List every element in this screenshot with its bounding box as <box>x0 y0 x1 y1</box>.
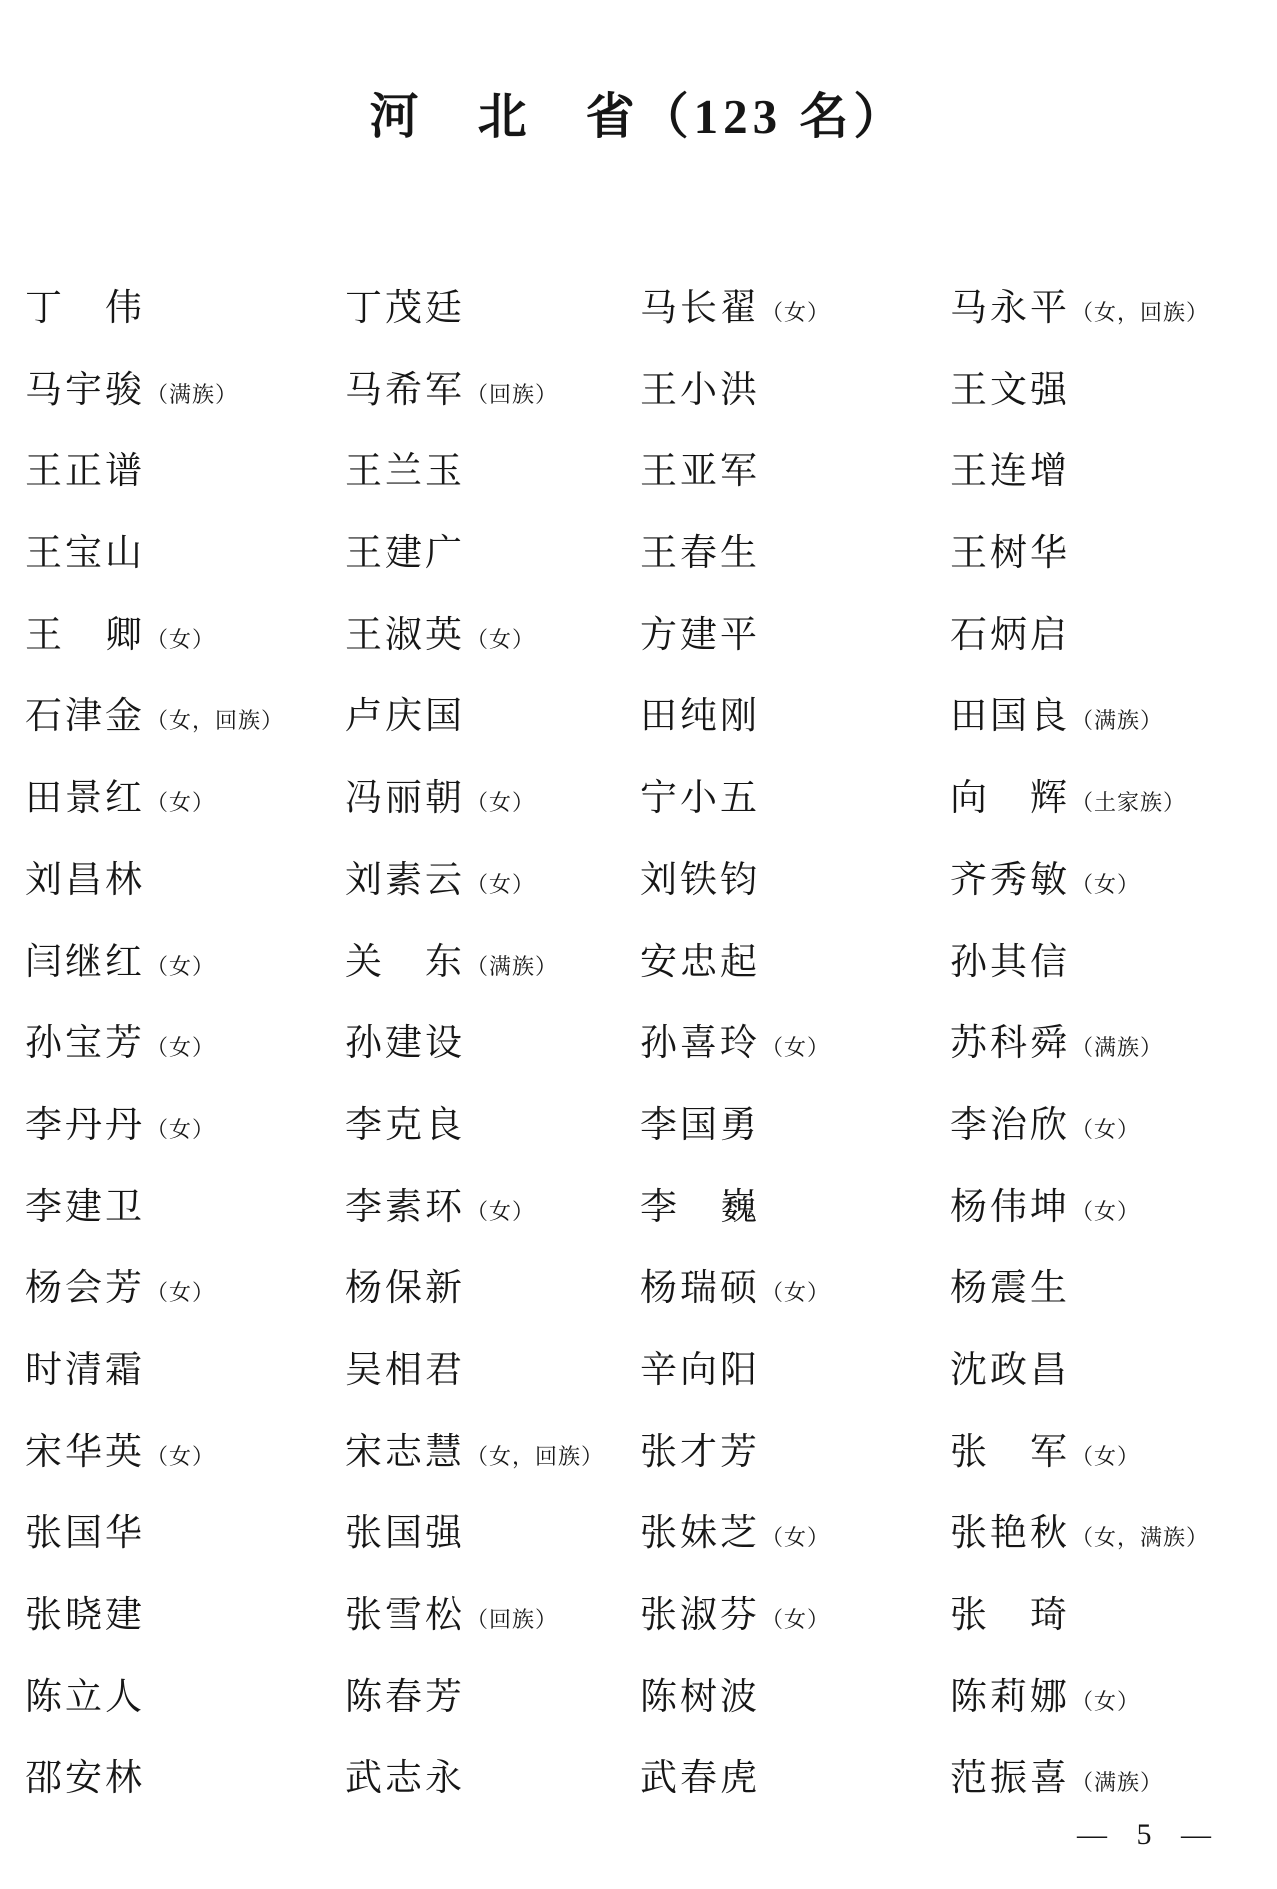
person-name: 卢庆国 <box>345 696 465 738</box>
person-note: （女，满族） <box>1071 1525 1210 1551</box>
list-item <box>345 840 640 922</box>
list-item <box>950 1738 1277 1820</box>
list-item <box>640 1412 950 1494</box>
list-item <box>345 1248 640 1330</box>
person-name: 邵安林 <box>25 1758 145 1800</box>
person-name: 王 卿 <box>25 614 145 656</box>
person-name: 闫继红 <box>25 941 145 983</box>
list-item <box>25 513 345 595</box>
list-item <box>950 840 1277 922</box>
list-item <box>345 513 640 595</box>
list-item <box>640 595 950 677</box>
list-item <box>640 676 950 758</box>
list-item <box>640 513 950 595</box>
list-item <box>950 676 1277 758</box>
person-name: 刘铁钧 <box>640 859 760 901</box>
list-item <box>640 1167 950 1249</box>
person-note: （女） <box>761 1035 831 1061</box>
list-item <box>950 1575 1277 1657</box>
person-name: 辛向阳 <box>640 1349 760 1391</box>
list-item <box>640 1575 950 1657</box>
person-name: 刘素云 <box>345 859 465 901</box>
person-name: 武志永 <box>345 1758 465 1800</box>
person-name: 杨震生 <box>950 1268 1070 1310</box>
list-item <box>345 1085 640 1167</box>
person-name: 张国华 <box>25 1513 145 1555</box>
person-note: （满族） <box>1071 1035 1164 1061</box>
person-name: 张淑芬 <box>640 1595 760 1636</box>
list-item <box>950 922 1277 1004</box>
person-note: （回族） <box>466 1607 559 1632</box>
name-list <box>25 268 1277 1820</box>
person-name: 李 巍 <box>640 1186 760 1228</box>
person-name: 沈政昌 <box>950 1349 1070 1391</box>
person-name: 张才芳 <box>640 1431 760 1473</box>
person-name: 陈春芳 <box>345 1676 465 1718</box>
list-item <box>345 1657 640 1739</box>
person-note: （土家族） <box>1071 790 1187 816</box>
list-item <box>25 1085 345 1167</box>
list-item <box>25 1248 345 1330</box>
person-name: 王文强 <box>950 369 1070 411</box>
person-name: 李素环 <box>345 1186 465 1228</box>
list-item <box>25 922 345 1004</box>
list-item <box>950 350 1277 432</box>
list-item <box>950 1003 1277 1085</box>
list-item <box>640 350 950 432</box>
person-note: （女） <box>466 790 536 816</box>
person-note: （女） <box>146 1280 216 1306</box>
person-name: 王宝山 <box>25 533 145 575</box>
list-item <box>25 595 345 677</box>
person-note: （女） <box>1071 871 1141 897</box>
person-note: （女） <box>146 1116 216 1142</box>
list-item <box>25 268 345 350</box>
person-note: （满族） <box>466 953 559 979</box>
list-item <box>25 1003 345 1085</box>
person-name: 李国勇 <box>640 1104 760 1146</box>
person-name: 杨会芳 <box>25 1268 145 1310</box>
person-name: 冯丽朝 <box>345 778 465 820</box>
list-item <box>950 1412 1277 1494</box>
person-name: 孙建设 <box>345 1023 465 1065</box>
person-name: 王树华 <box>950 533 1070 575</box>
person-note: （女） <box>761 1525 831 1551</box>
person-note: （女） <box>146 790 216 816</box>
person-name: 田景红 <box>25 778 145 820</box>
person-name: 刘昌林 <box>25 859 145 901</box>
person-name: 范振喜 <box>950 1758 1070 1800</box>
list-item <box>25 1657 345 1739</box>
person-note: （女） <box>466 1198 536 1224</box>
person-name: 王正谱 <box>25 451 145 493</box>
person-note: （女） <box>761 1607 831 1632</box>
person-name: 张 琦 <box>950 1595 1070 1636</box>
person-name: 宋志慧 <box>345 1431 465 1473</box>
list-item <box>345 1167 640 1249</box>
person-name: 杨瑞硕 <box>640 1268 760 1310</box>
list-item <box>345 1575 640 1657</box>
list-item <box>25 1412 345 1494</box>
list-item <box>640 758 950 840</box>
person-note: （女） <box>1071 1198 1141 1224</box>
person-name: 方建平 <box>640 614 760 656</box>
person-name: 张国强 <box>345 1513 465 1555</box>
person-note: （满族） <box>1071 1770 1164 1796</box>
person-note: （女） <box>761 1280 831 1306</box>
person-note: （回族） <box>466 381 559 407</box>
list-item <box>345 1738 640 1820</box>
page-title: 河 北 省（123 名） <box>369 89 908 144</box>
person-note: （女） <box>146 1443 216 1469</box>
list-item <box>640 431 950 513</box>
person-name: 陈莉娜 <box>950 1676 1070 1718</box>
list-item <box>950 1167 1277 1249</box>
person-name: 王兰玉 <box>345 451 465 493</box>
person-name: 田纯刚 <box>640 696 760 738</box>
list-item <box>25 1167 345 1249</box>
person-note: （女） <box>1071 1688 1141 1714</box>
person-note: （女） <box>466 871 536 897</box>
person-name: 李治欣 <box>950 1104 1070 1146</box>
list-item <box>640 1248 950 1330</box>
person-name: 陈树波 <box>640 1676 760 1718</box>
list-item <box>640 1738 950 1820</box>
list-item <box>25 1575 345 1657</box>
list-item <box>640 840 950 922</box>
person-name: 马长翟 <box>640 288 760 329</box>
list-item <box>950 758 1277 840</box>
person-note: （女，回族） <box>466 1443 605 1469</box>
person-name: 杨伟坤 <box>950 1186 1070 1228</box>
person-note: （女） <box>146 953 216 979</box>
person-name: 马宇骏 <box>25 369 145 411</box>
person-name: 陈立人 <box>25 1676 145 1718</box>
person-name: 李丹丹 <box>25 1104 145 1146</box>
person-note: （女） <box>761 300 831 325</box>
list-item <box>950 1330 1277 1412</box>
list-item <box>345 1493 640 1575</box>
list-item <box>345 268 640 350</box>
list-item <box>25 676 345 758</box>
list-item <box>640 1330 950 1412</box>
list-item <box>25 431 345 513</box>
page-number: — 5 — <box>1077 1818 1213 1851</box>
person-name: 张 军 <box>950 1431 1070 1473</box>
person-name: 孙其信 <box>950 941 1070 983</box>
person-name: 马永平 <box>950 288 1070 329</box>
person-name: 田国良 <box>950 696 1070 738</box>
person-name: 王淑英 <box>345 614 465 656</box>
list-item <box>25 1493 345 1575</box>
person-note: （满族） <box>146 381 239 407</box>
person-note: （女） <box>146 1035 216 1061</box>
list-item <box>950 1493 1277 1575</box>
list-item <box>640 1493 950 1575</box>
person-name: 石津金 <box>25 696 145 738</box>
person-name: 宋华英 <box>25 1431 145 1473</box>
list-item <box>950 1085 1277 1167</box>
person-name: 李克良 <box>345 1104 465 1146</box>
person-name: 苏科舜 <box>950 1023 1070 1065</box>
list-item <box>25 840 345 922</box>
list-item <box>345 922 640 1004</box>
list-item <box>345 758 640 840</box>
person-name: 丁 伟 <box>25 288 145 329</box>
list-item <box>640 1003 950 1085</box>
list-item <box>25 758 345 840</box>
person-name: 石炳启 <box>950 614 1070 656</box>
person-name: 宁小五 <box>640 778 760 820</box>
list-item <box>950 513 1277 595</box>
list-item <box>345 1003 640 1085</box>
list-item <box>640 922 950 1004</box>
person-name: 杨保新 <box>345 1268 465 1310</box>
person-note: （女） <box>466 626 536 652</box>
list-item <box>950 595 1277 677</box>
person-name: 武春虎 <box>640 1758 760 1800</box>
person-name: 王建广 <box>345 533 465 575</box>
list-item <box>950 1657 1277 1739</box>
person-note: （满族） <box>1071 708 1164 734</box>
list-item <box>345 676 640 758</box>
list-item <box>950 268 1277 350</box>
person-name: 齐秀敏 <box>950 859 1070 901</box>
list-item <box>640 1085 950 1167</box>
person-name: 关 东 <box>345 941 465 983</box>
person-name: 孙喜玲 <box>640 1023 760 1065</box>
person-name: 王春生 <box>640 533 760 575</box>
list-item <box>640 1657 950 1739</box>
list-item <box>345 1330 640 1412</box>
list-item <box>950 1248 1277 1330</box>
person-name: 丁茂廷 <box>345 288 465 329</box>
person-name: 张艳秋 <box>950 1513 1070 1555</box>
person-name: 向 辉 <box>950 778 1070 820</box>
person-name: 吴相君 <box>345 1349 465 1391</box>
person-name: 张妹芝 <box>640 1513 760 1555</box>
person-name: 张晓建 <box>25 1595 145 1636</box>
person-name: 孙宝芳 <box>25 1023 145 1065</box>
person-note: （女，回族） <box>1071 300 1210 325</box>
person-name: 王连增 <box>950 451 1070 493</box>
list-item <box>345 431 640 513</box>
person-name: 王小洪 <box>640 369 760 411</box>
person-name: 时清霜 <box>25 1349 145 1391</box>
list-item <box>640 268 950 350</box>
person-name: 王亚军 <box>640 451 760 493</box>
person-note: （女） <box>146 626 216 652</box>
list-item <box>345 350 640 432</box>
person-note: （女，回族） <box>146 708 285 734</box>
list-item <box>345 1412 640 1494</box>
list-item <box>25 1738 345 1820</box>
person-note: （女） <box>1071 1443 1141 1469</box>
list-item <box>25 350 345 432</box>
person-name: 张雪松 <box>345 1595 465 1636</box>
person-name: 安忠起 <box>640 941 760 983</box>
person-name: 马希军 <box>345 369 465 411</box>
list-item <box>25 1330 345 1412</box>
person-name: 李建卫 <box>25 1186 145 1228</box>
person-note: （女） <box>1071 1116 1141 1142</box>
list-item <box>950 431 1277 513</box>
list-item <box>345 595 640 677</box>
